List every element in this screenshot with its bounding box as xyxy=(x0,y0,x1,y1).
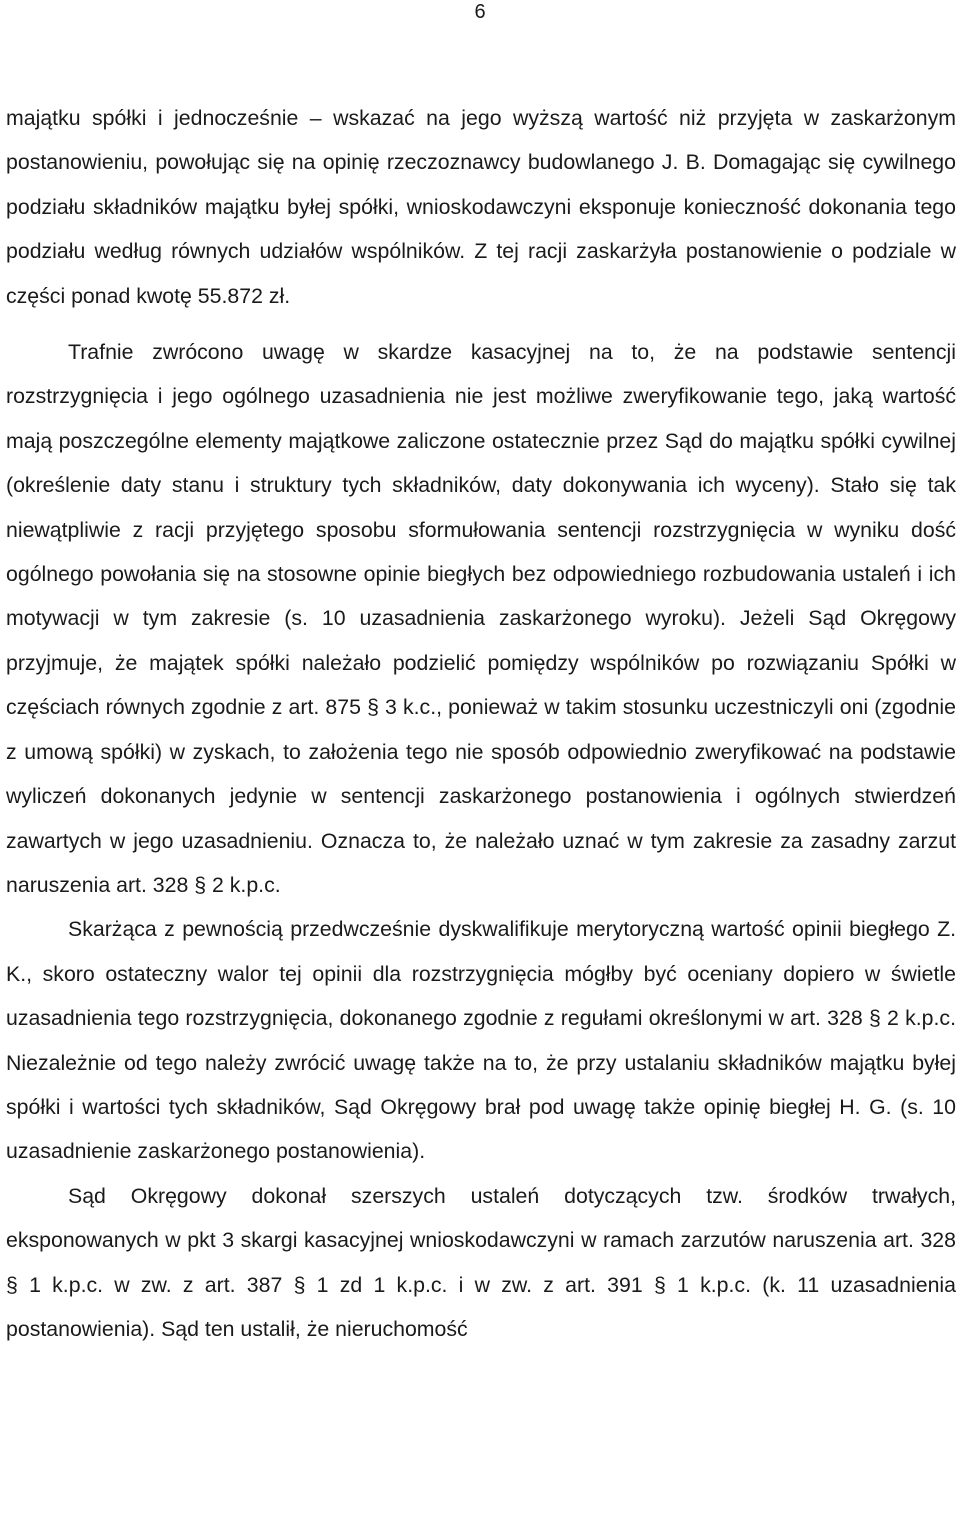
document-body xyxy=(6,96,956,1351)
paragraph-3: Skarżąca z pewnością przedwcześnie dyskwalifikuje merytoryczną wartość opinii biegłego Z. K., skoro ostateczny walor tej opinii dla rozstrzygnięcia mógłby być oceniany dopiero w świetle uzasadnienia tego rozstrzygnięcia, dokonanego zgodnie z regułami określonymi w art. 328 § 2 k.p.c. Niezależnie od tego należy zwrócić uwagę także na to, że przy ustalaniu składników majątku byłej spółki i wartości tych składników, Sąd Okręgowy brał pod uwagę także opinię biegłej H. G. (s. 10 uzasadnienie zaskarżonego postanowienia). xyxy=(6,917,956,1164)
paragraph-1: majątku spółki i jednocześnie – wskazać na jego wyższą wartość niż przyjęta w zaskarżonym postanowieniu, powołując się na opinię rzeczoznawcy budowlanego J. B. Domagając się cywilnego podziału składników majątku byłej spółki, wnioskodawczyni eksponuje konieczność dokonania tego podziału według równych udziałów wspólników. Z tej racji zaskarżyła postanowienie o podziale w części ponad kwotę 55.872 zł. xyxy=(6,106,956,308)
paragraph-4: Sąd Okręgowy dokonał szerszych ustaleń dotyczących tzw. środków trwałych, eksponowanych w pkt 3 skargi kasacyjnej wnioskodawczyni w ramach zarzutów naruszenia art. 328 § 1 k.p.c. w zw. z art. 387 § 1 zd 1 k.p.c. i w zw. z art. 391 § 1 k.p.c. (k. 11 uzasadnienia postanowienia). Sąd ten ustalił, że nieruchomość xyxy=(6,1183,956,1341)
page-number: 6 xyxy=(474,1,486,23)
paragraph-2: Trafnie zwrócono uwagę w skardze kasacyjnej na to, że na podstawie sentencji rozstrzygnięcia i jego ogólnego uzasadnienia nie jest możliwe zweryfikowanie tego, jaką wartość mają poszczególne elementy majątkowe zaliczone ostatecznie przez Sąd do majątku spółki cywilnej (określenie daty stanu i struktury tych składników, daty dokonywania ich wyceny). Stało się tak niewątpliwie z racji przyjętego sposobu sformułowania sentencji rozstrzygnięcia w wyniku dość ogólnego powołania się na stosowne opinie biegłych bez odpowiedniego rozbudowania ustaleń i ich motywacji w tym zakresie (s. 10 uzasadnienia zaskarżonego wyroku). Jeżeli Sąd Okręgowy przyjmuje, że majątek spółki należało podzielić pomiędzy wspólników po rozwiązaniu Spółki w częściach równych zgodnie z art. 875 § 3 k.c., ponieważ w takim stosunku uczestniczyli oni (zgodnie z umową spółki) w zyskach, to założenia tego nie sposób odpowiednio zweryfikować na podstawie wyliczeń dokonanych jedynie w sentencji zaskarżonego postanowienia i ogólnych stwierdzeń zawartych w jego uzasadnieniu. Oznacza to, że należało uznać w tym zakresie za zasadny zarzut naruszenia art. 328 § 2 k.p.c. xyxy=(6,340,956,897)
